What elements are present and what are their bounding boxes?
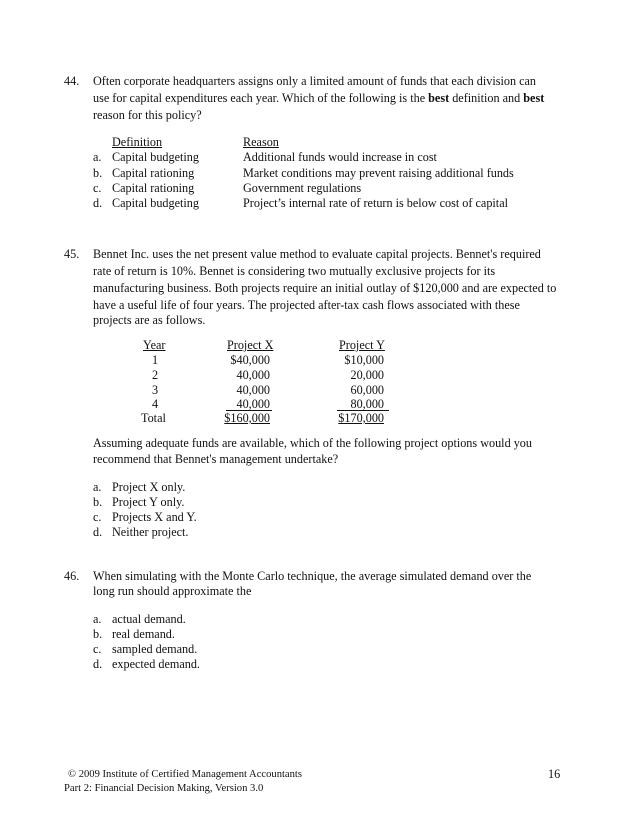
- q44-stem-line-2: use for capital expenditures each year. Which of the following is the best definition and best: [93, 91, 545, 105]
- page-number: 16: [548, 767, 561, 781]
- q45-option-b-text: Project Y only.: [112, 495, 185, 509]
- q44-stem-line-3: reason for this policy?: [93, 108, 202, 122]
- q45-option-a-text: Project X only.: [112, 480, 186, 494]
- q46-option-a-letter: a.: [93, 612, 102, 626]
- q45-stem-line-4: have a useful life of four years. The projected after-tax cash flows associated with these: [93, 298, 520, 312]
- q44-option-b-reason: Market conditions may prevent raising additional funds: [243, 166, 514, 180]
- q44-header-reason: Reason: [243, 135, 279, 149]
- q45-prompt-line-2: recommend that Bennet's management undertake?: [93, 452, 339, 466]
- table-row-2-project-y: 20,000: [350, 368, 384, 382]
- q44-option-d-letter: d.: [93, 196, 103, 210]
- q44-option-b-definition: Capital rationing: [112, 166, 195, 180]
- q44-option-a-reason: Additional funds would increase in cost: [243, 150, 437, 164]
- q44-option-c-reason: Government regulations: [243, 181, 362, 195]
- table-row-4-project-y: 80,000: [350, 397, 384, 411]
- q46-option-c-letter: c.: [93, 642, 102, 656]
- q46-stem-line-1: When simulating with the Monte Carlo technique, the average simulated demand over the: [93, 569, 532, 583]
- table-total-label: Total: [141, 411, 166, 425]
- q44-option-a-definition: Capital budgeting: [112, 150, 199, 164]
- table-header-year: Year: [143, 338, 166, 352]
- q46-option-d-letter: d.: [93, 657, 103, 671]
- q45-number: 45.: [64, 247, 80, 261]
- table-row-1-year: 1: [151, 353, 159, 367]
- q45-prompt-line-1: Assuming adequate funds are available, which of the following project options would you: [93, 436, 532, 450]
- q44-option-d-reason: Project’s internal rate of return is below cost of capital: [243, 196, 508, 210]
- q45-option-c-text: Projects X and Y.: [112, 510, 197, 524]
- table-row-3-project-y: 60,000: [350, 383, 384, 397]
- table-row-4-project-x: 40,000: [236, 397, 270, 411]
- q45-stem-line-1: Bennet Inc. uses the net present value method to evaluate capital projects. Bennet's required: [93, 247, 541, 261]
- q44-option-d-definition: Capital budgeting: [112, 196, 199, 210]
- q45-option-d-text: Neither project.: [112, 525, 189, 539]
- table-header-project-x: Project X: [227, 338, 274, 352]
- table-row-3-project-x: 40,000: [236, 383, 270, 397]
- footer-part-title: Part 2: Financial Decision Making, Version 3.0: [64, 783, 264, 794]
- q44-option-c-letter: c.: [93, 181, 102, 195]
- q45-option-a-letter: a.: [93, 480, 102, 494]
- q46-option-b-text: real demand.: [112, 627, 175, 641]
- table-total-project-y: $170,000: [338, 411, 384, 425]
- table-row-4-year: 4: [151, 397, 159, 411]
- table-row-3-year: 3: [151, 383, 159, 397]
- table-total-project-x: $160,000: [224, 411, 270, 425]
- q46-option-a-text: actual demand.: [112, 612, 186, 626]
- q44-number: 44.: [64, 74, 80, 88]
- q44-header-definition: Definition: [112, 135, 163, 149]
- q46-option-c-text: sampled demand.: [112, 642, 198, 656]
- q45-stem-line-3: manufacturing business. Both projects require an initial outlay of $120,000 and are expected to: [93, 281, 557, 295]
- table-row-1-project-y: $10,000: [344, 353, 384, 367]
- footer-copyright: © 2009 Institute of Certified Management Accountants: [68, 769, 302, 780]
- q46-option-d-text: expected demand.: [112, 657, 200, 671]
- q46-stem-line-2: long run should approximate the: [93, 584, 252, 598]
- q45-stem-line-5: projects are as follows.: [93, 313, 206, 327]
- q44-option-b-letter: b.: [93, 166, 103, 180]
- q45-option-b-letter: b.: [93, 495, 103, 509]
- q44-option-a-letter: a.: [93, 150, 102, 164]
- q44-option-c-definition: Capital rationing: [112, 181, 195, 195]
- table-row-1-project-x: $40,000: [230, 353, 270, 367]
- table-row-2-project-x: 40,000: [236, 368, 270, 382]
- q46-option-b-letter: b.: [93, 627, 103, 641]
- q46-number: 46.: [64, 569, 80, 583]
- q44-stem-line-1: Often corporate headquarters assigns only a limited amount of funds that each division can: [93, 74, 537, 88]
- table-row-2-year: 2: [151, 368, 159, 382]
- table-header-project-y: Project Y: [339, 338, 385, 352]
- q45-option-d-letter: d.: [93, 525, 103, 539]
- q45-stem-line-2: rate of return is 10%. Bennet is considering two mutually exclusive projects for its: [93, 264, 496, 278]
- q45-option-c-letter: c.: [93, 510, 102, 524]
